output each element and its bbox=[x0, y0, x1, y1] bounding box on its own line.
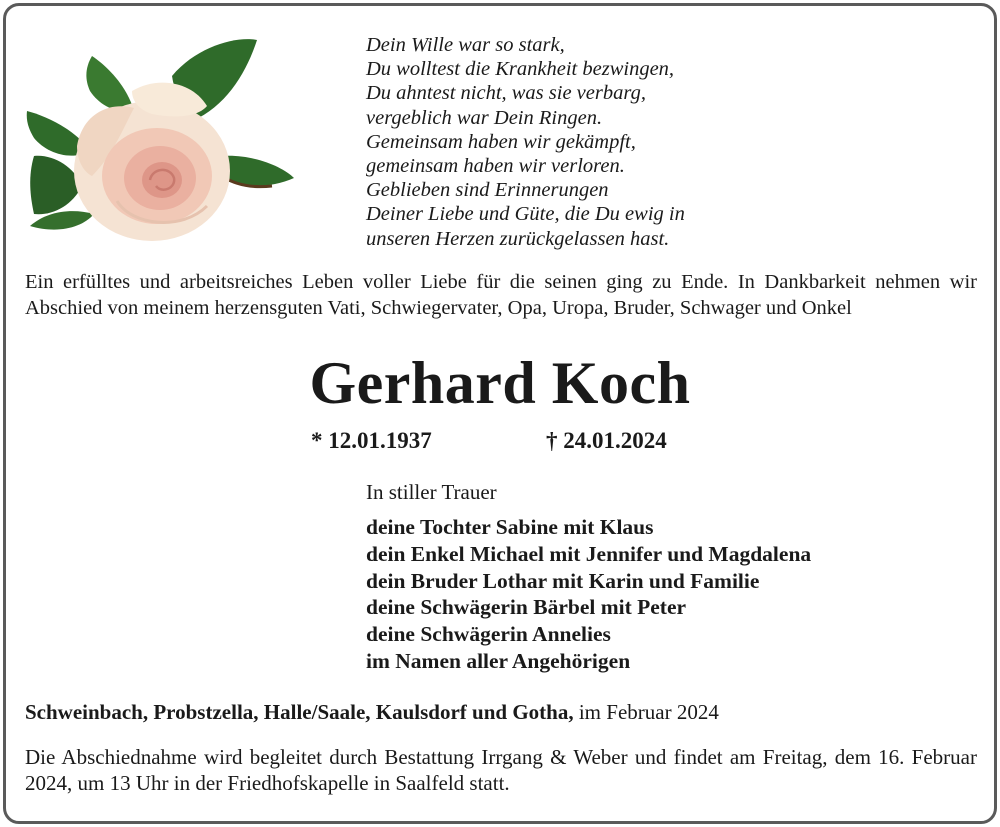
leaf-bottom-left bbox=[30, 156, 82, 214]
poem-line: Du wolltest die Krankheit bezwingen, bbox=[366, 58, 675, 81]
deceased-name: Gerhard Koch bbox=[309, 350, 691, 416]
intro-text: Ein erfülltes und arbeitsreiches Leben voller Liebe für die seinen ging zu Ende. In Dankbarkeit nehmen wir Abschied von meinem herzensguten Vati, Schwiegervater, Opa, Uropa, Bruder, Schwager und Onkel bbox=[25, 271, 977, 319]
poem-line: vergeblich war Dein Ringen. bbox=[366, 106, 603, 129]
poem-line: Gemeinsam haben wir gekämpft, bbox=[366, 130, 636, 153]
mourner: deine Schwägerin Bärbel mit Peter bbox=[366, 595, 687, 620]
death-date: † 24.01.2024 bbox=[546, 428, 667, 453]
mourner: dein Bruder Lothar mit Karin und Familie bbox=[366, 568, 760, 593]
birth-date: * 12.01.1937 bbox=[311, 428, 432, 453]
mourning-title: In stiller Trauer bbox=[366, 480, 497, 504]
places-line bbox=[25, 700, 719, 725]
places-towns: Schweinbach, Probstzella, Halle/Saale, Kaulsdorf und Gotha, bbox=[25, 700, 574, 724]
poem bbox=[366, 33, 685, 251]
rose-core bbox=[142, 162, 182, 198]
mourners-list bbox=[366, 514, 811, 675]
mourner: deine Tochter Sabine mit Klaus bbox=[366, 515, 654, 539]
mourner: deine Schwägerin Annelies bbox=[366, 622, 611, 647]
rose-image bbox=[22, 36, 297, 251]
poem-line: gemeinsam haben wir verloren. bbox=[366, 155, 625, 178]
poem-line: Du ahntest nicht, was sie verbarg, bbox=[366, 82, 646, 105]
mourner: im Namen aller Angehörigen bbox=[366, 648, 631, 673]
mourner: dein Enkel Michael mit Jennifer und Magdalena bbox=[366, 541, 812, 566]
poem-line: Geblieben sind Erinnerungen bbox=[366, 179, 609, 202]
poem-line: unseren Herzen zurückgelassen hast. bbox=[366, 227, 670, 250]
poem-line: Dein Wille war so stark, bbox=[366, 34, 565, 56]
leaf-top-left bbox=[86, 56, 134, 112]
funeral-notice: Die Abschiednahme wird begleitet durch Bestattung Irrgang & Weber und findet am Freitag, dem 16. Februar 2024, um 13 Uhr in der Friedhofskapelle in Saalfeld statt. bbox=[25, 745, 977, 795]
poem-line: Deiner Liebe und Güte, die Du ewig in bbox=[366, 203, 685, 226]
places-date: im Februar 2024 bbox=[573, 700, 719, 724]
